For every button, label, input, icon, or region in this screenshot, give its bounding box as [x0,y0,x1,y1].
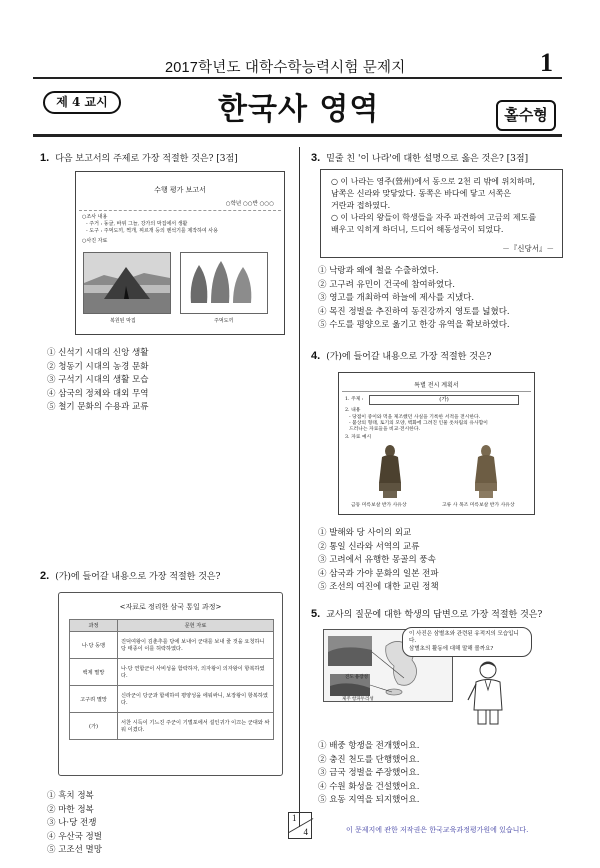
q2-choice-1[interactable]: ① 흑치 정복 [47,791,94,801]
question-3-number: 3. [311,152,321,164]
q3-line-3: 거란과 접하였다. [331,201,391,210]
q5-photo1-caption: 진도 용장성 [345,674,368,679]
statue-2-caption: 고류 사 목조 미륵보살 반가 사유상 [442,503,515,508]
hut-caption: 복원된 막집 [110,318,136,324]
handaxe-caption: 주먹도끼 [214,318,234,324]
q3-line-5: 배우고 익히게 하더니, 드디어 해동성국이 되었다. [331,225,504,234]
page-number: 1 [540,48,553,77]
report-student: ○학년 ○○반 ○○○ [225,201,274,207]
q2-choice-3[interactable]: ③ 나·당 전쟁 [47,818,97,829]
question-2-stem [40,570,220,583]
q5-choice-3[interactable]: ③ 금국 정벌을 주장했어요. [318,768,420,779]
q2-choice-4[interactable]: ④ 우산국 정벌 [47,831,102,842]
q5-choice-4[interactable]: ④ 수원 화성을 건설했어요. [318,781,420,792]
question-4-number: 4. [311,350,321,362]
question-3-stem [311,152,528,165]
exam-title: 2017학년도 대학수학능력시험 문제지 [165,60,406,76]
table-row [70,632,274,659]
question-2-number: 2. [40,570,50,582]
q5-choice-5[interactable]: ⑤ 요동 지역을 되지했어요. [318,795,420,806]
statue-1-image [373,443,407,499]
row-stage: 백제 멸망 [70,659,118,686]
row-stage: 고구려 멸망 [70,686,118,713]
q5-choice-1[interactable]: ① 배중 항쟁을 전개했어요. [318,741,420,751]
hut-photo [83,252,171,314]
table-header-row [70,620,274,632]
q4-choice-5[interactable]: ⑤ 조선의 여진에 대한 교린 정책 [318,582,439,593]
q5-photo2-caption: 제주 항파두리성 [342,696,374,701]
plan-content-3: 드러나는 자료들을 비교·전시한다. [349,427,420,432]
q3-choice-2[interactable]: ② 고구려 유민이 건국에 참여하였다. [318,279,455,290]
paper-type-badge: 홀수형 [496,100,556,131]
report-divider [79,210,281,211]
subject-title: 한국사 영역 [218,92,380,127]
q2-table-title: <자료로 정리한 삼국 통일 과정> [119,603,222,611]
question-4-text: (가)에 들어갈 내용으로 가장 적절한 것은? [326,352,492,362]
report-title: 수행 평가 보고서 [154,186,206,194]
period-badge: 제 4 교시 [43,91,121,114]
table-row [70,686,274,713]
plan-content-1: - 당점이 중이와 먹을 제조했던 사실을 기록한 서적을 전시한다. [349,415,481,420]
row-text: 진덕여왕이 김춘추를 당에 보내어 군대를 보내 줄 것을 요청하니 당 태종이 이를 허락하였다. [118,632,274,659]
q4-choice-4[interactable]: ④ 삼국과 가야 문화의 일본 전파 [318,568,439,579]
teacher-speech-bubble [402,627,532,657]
row-stage: (가) [70,713,118,740]
q4-plan-box [338,372,535,515]
q4-choice-1[interactable]: ① 발해와 당 사이의 외교 [318,528,412,538]
copyright-notice: 이 문제지에 관한 저작권은 한국교육과정평가원에 있습니다. [346,826,529,834]
question-5-text: 교사의 질문에 대한 학생의 답변으로 가장 적절한 것은? [326,610,543,620]
q1-report-box [75,171,285,335]
table-row [70,713,274,740]
question-1-number: 1. [40,152,50,164]
report-survey-2: - 도구 : 주먹도끼, 찍개, 찌르개 등의 뗀석기를 제작하여 사용 [86,228,218,234]
statue-1-caption: 금동 미륵보살 반가 사유상 [351,503,407,508]
handaxe-photo [180,252,268,314]
q5-choice-2[interactable]: ② 충진 천도를 단행했어요. [318,754,420,765]
question-5-number: 5. [311,608,321,620]
q4-choice-2[interactable]: ② 통일 신라와 서역의 교류 [318,541,420,552]
page-total: 4 [303,827,308,837]
row-stage: 나·당 동맹 [70,632,118,659]
question-1-stem [40,152,238,165]
report-survey-1: - 주거 : 동굴, 바위 그늘, 강가의 막집에서 생활 [86,221,188,227]
page-fraction [288,812,312,839]
teacher-figure [466,660,510,726]
report-photos-label: ○사진 자료 [82,238,108,244]
q3-source-box [320,169,563,258]
column-divider [299,147,300,827]
q2-table [69,619,274,740]
report-survey-label: ○조사 내용 [82,214,108,220]
row-text: 신라군이 당군과 합세하여 평양성을 에워싸니, 보장왕이 항복하였다. [118,686,274,713]
row-text: 나·당 연합군이 사비성을 함락하자, 의자왕이 의자왕이 항복하였다. [118,659,274,686]
plan-theme-blank: (가) [369,395,519,405]
question-5-stem [311,608,542,621]
q4-choice-3[interactable]: ③ 고려에서 유행한 몽골의 풍속 [318,555,436,566]
plan-content-label: 2. 내용 [345,408,361,413]
question-4-stem [311,350,491,363]
col-stage: 과정 [70,620,118,632]
page-current: 1 [292,813,297,823]
question-2-choices [47,790,102,858]
q3-line-2: 남쪽은 신라와 맞닿았다. 동쪽은 바다에 닿고 서쪽은 [331,189,512,198]
q1-choice-5[interactable]: ⑤ 철기 문화의 수용과 교류 [47,402,149,413]
q3-source: －『신당서』－ [502,244,554,253]
question-3-text: 밑줄 친 '이 나라'에 대한 설명으로 옳은 것은? [3점] [326,154,529,164]
plan-divider [342,391,531,392]
q1-choice-2[interactable]: ② 청동기 시대의 농경 문화 [47,361,149,372]
plan-title: 특별 전시 계획서 [414,382,459,389]
q2-table-frame [58,592,283,776]
q3-choice-5[interactable]: ⑤ 수도를 평양으로 옮기고 한강 유역을 확보하였다. [318,320,510,331]
header-rule [33,77,562,79]
question-4-choices [318,527,439,595]
col-source: 문헌 자료 [118,620,274,632]
q3-line-1: ○ 이 나라는 영주(營州)에서 동으로 2천 리 밖에 위치하며, [331,177,536,186]
q3-choice-3[interactable]: ③ 영고를 개최하여 하늘에 제사를 지냈다. [318,293,475,304]
q3-line-4: ○ 이 나라의 왕들이 학생들을 자주 파견하여 고금의 제도를 [331,213,537,222]
question-5-choices [318,740,419,808]
q3-choice-1[interactable]: ① 낙랑과 왜에 철을 수출하였다. [318,266,439,276]
q1-choice-1[interactable]: ① 신석기 시대의 신앙 생활 [47,348,149,358]
question-1-text: 다음 보고서의 주제로 가장 적절한 것은? [3점] [55,154,238,164]
plan-content-2: - 불상의 형태, 토기의 모양, 벽화에 그려진 인물 옷차림의 유사함이 [349,421,488,426]
bubble-line-1: 이 사진은 삼별초와 관련된 유적지의 모습입니다. [409,631,519,645]
q3-choice-4[interactable]: ④ 목진 정벌을 추진하여 동진강까지 영토를 넓혔다. [318,306,510,317]
title-rule [33,134,562,137]
question-3-choices [318,265,510,333]
table-row [70,659,274,686]
bubble-line-2: 삼별초의 활동에 대해 말해 볼까요? [409,645,494,652]
question-2-text: (가)에 들어갈 내용으로 가장 적절한 것은? [55,572,221,582]
question-1-choices [47,347,148,415]
q1-choice-4[interactable]: ④ 삼국의 정체와 대외 무역 [47,388,149,399]
q2-choice-2[interactable]: ② 마한 정복 [47,804,94,815]
statue-2-image [469,443,503,499]
q2-choice-5[interactable]: ⑤ 고조선 멸망 [47,845,102,856]
plan-theme-label: 1. 주제 : [345,397,364,402]
plan-example-label: 3. 자료 예시 [345,435,372,440]
q1-choice-3[interactable]: ③ 구석기 시대의 생활 모습 [47,375,149,386]
row-text: 서찬 시득이 기느진 주군이 기벌포에서 설인귀가 이끄는 군대와 싸워 이겼다. [118,713,274,740]
